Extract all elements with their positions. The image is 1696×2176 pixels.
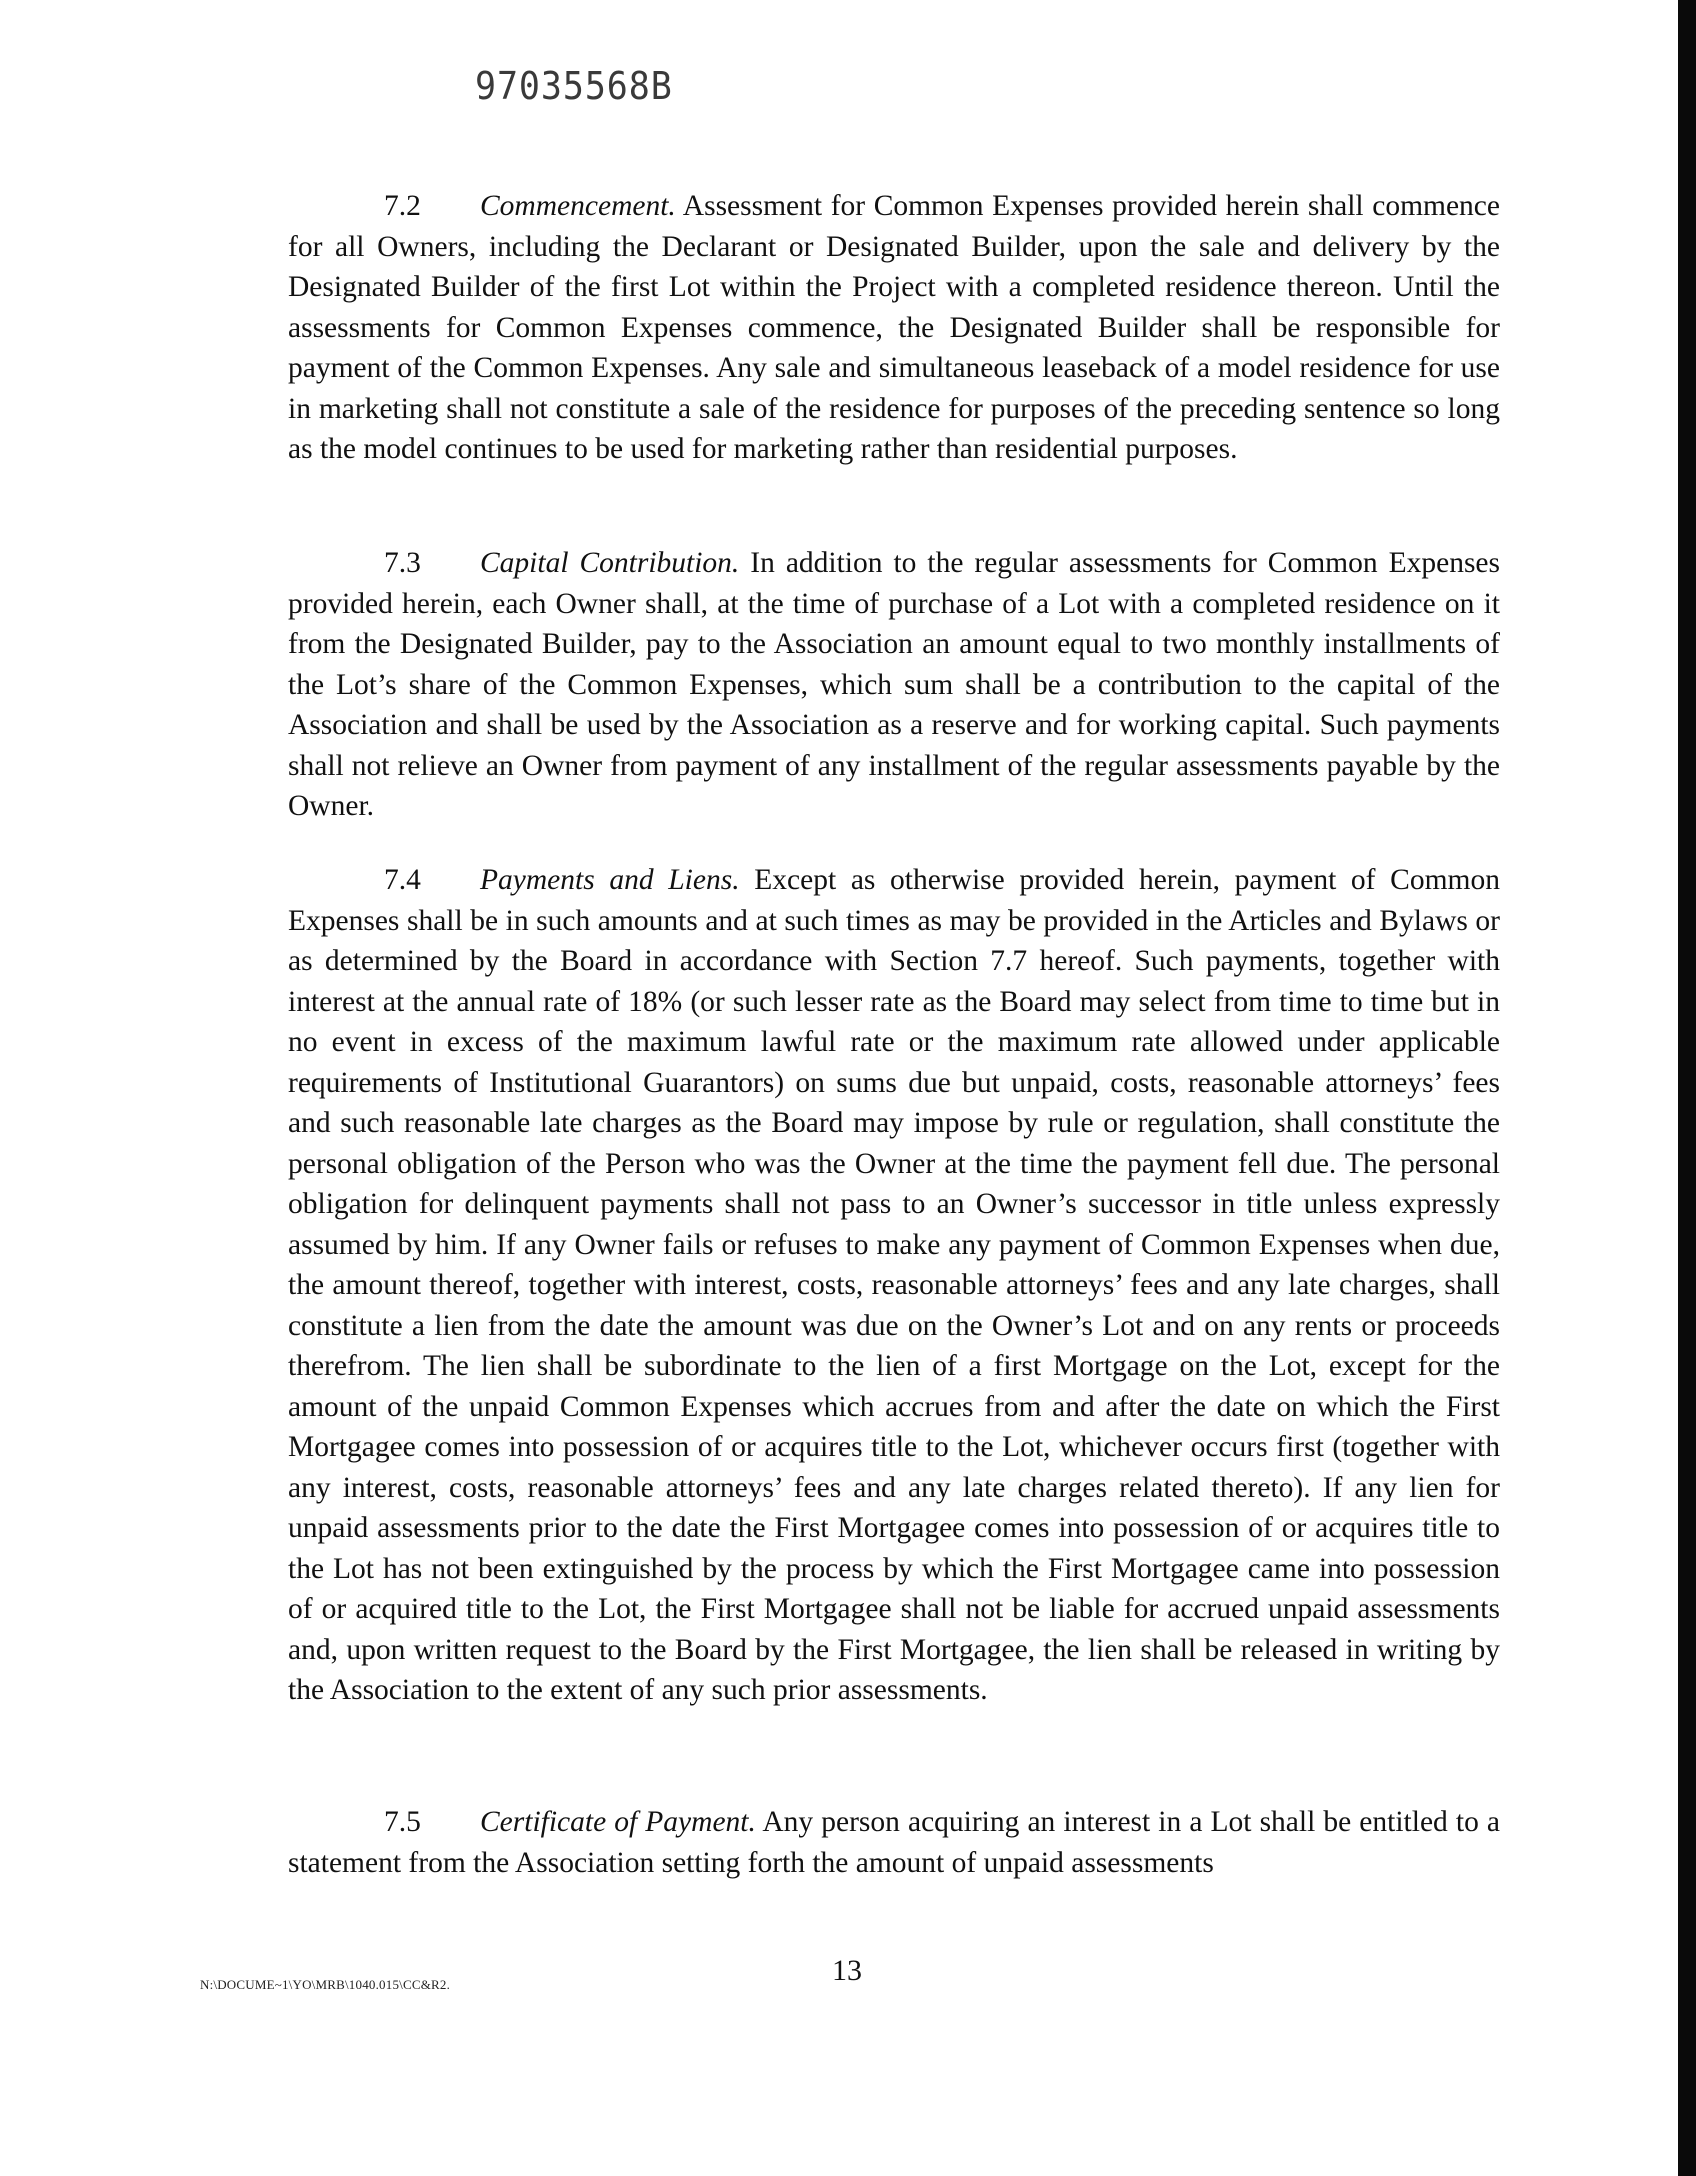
section-7-3 <box>288 543 1500 827</box>
section-7-5 <box>288 1802 1500 1883</box>
section-7-4 <box>288 860 1500 1711</box>
footer-file-path: N:\DOCUME~1\YO\MRB\1040.015\CC&R2. <box>200 1977 451 1992</box>
section-paragraph <box>288 186 1500 470</box>
section-body: Any person acquiring an interest in a Lot shall be entitled to a statement from the Association setting forth the amount of unpaid assessments <box>288 1806 1500 1879</box>
section-heading: Payments and Liens. <box>480 864 740 896</box>
section-number: 7.2 <box>384 190 421 222</box>
section-paragraph <box>288 543 1500 827</box>
section-heading: Capital Contribution. <box>480 547 740 579</box>
scan-edge <box>1678 0 1696 2176</box>
section-body: Except as otherwise provided herein, payment of Common Expenses shall be in such amounts and at such times as may be provided in the Articles and Bylaws or as determined by the Board in accordance with Section 7.7 hereof. Such payments, together with interest at the annual rate of 18% (or such lesser rate as the Board may select from time to time but in no event in excess of the maximum lawful rate or the maximum rate allowed under applicable requirements of Institutional Guarantors) on sums due but unpaid, costs, reasonable attorneys’ fees and such reasonable late charges as the Board may impose by rule or regulation, shall constitute the personal obligation of the Person who was the Owner at the time the payment fell due. The personal obligation for delinquent payments shall not pass to an Owner’s successor in title unless expressly assumed by him. If any Owner fails or refuses to make any payment of Common Expenses when due, the amount thereof, together with interest, costs, reasonable attorneys’ fees and any late charges, shall constitute a lien from the date the amount was due on the Owner’s Lot and on any rents or proceeds therefrom. The lien shall be subordinate to the lien of a first Mortgage on the Lot, except for the amount of the unpaid Common Expenses which accrues from and after the date on which the First Mortgagee comes into possession of or acquires title to the Lot, whichever occurs first (together with any interest, costs, reasonable attorneys’ fees and any late charges related thereto). If any lien for unpaid assessments prior to the date the First Mortgagee comes into possession of or acquires title to the Lot has not been extinguished by the process by which the First Mortgagee came into possession of or acquired title to the Lot, the First Mortgagee shall not be liable for accrued unpaid assessments and, upon written request to the Board by the First Mortgagee, the lien shall be released in writing by the Association to the extent of any such prior assessments. <box>288 864 1500 1706</box>
document-stamp: 97035568B <box>475 64 673 108</box>
section-body: Assessment for Common Expenses provided herein shall commence for all Owners, including the Declarant or Designated Builder, upon the sale and delivery by the Designated Builder of the first Lot within the Project with a completed residence thereon. Until the assessments for Common Expenses commence, the Designated Builder shall be responsible for payment of the Common Expenses. Any sale and simultaneous leaseback of a model residence for use in marketing shall not constitute a sale of the residence for purposes of the preceding sentence so long as the model continues to be used for marketing rather than residential purposes. <box>288 190 1500 465</box>
section-heading: Certificate of Payment. <box>480 1806 756 1838</box>
section-7-2 <box>288 186 1500 470</box>
section-number: 7.4 <box>384 864 421 896</box>
section-paragraph <box>288 1802 1500 1883</box>
section-paragraph <box>288 860 1500 1711</box>
section-number: 7.3 <box>384 547 421 579</box>
section-heading: Commencement. <box>480 190 676 222</box>
page-number: 13 <box>832 1954 862 1987</box>
section-number: 7.5 <box>384 1806 421 1838</box>
section-body: In addition to the regular assessments for Common Expenses provided herein, each Owner shall, at the time of purchase of a Lot with a completed residence on it from the Designated Builder, pay to the Association an amount equal to two monthly installments of the Lot’s share of the Common Expenses, which sum shall be a contribution to the capital of the Association and shall be used by the Association as a reserve and for working capital. Such payments shall not relieve an Owner from payment of any installment of the regular assessments payable by the Owner. <box>288 547 1500 822</box>
